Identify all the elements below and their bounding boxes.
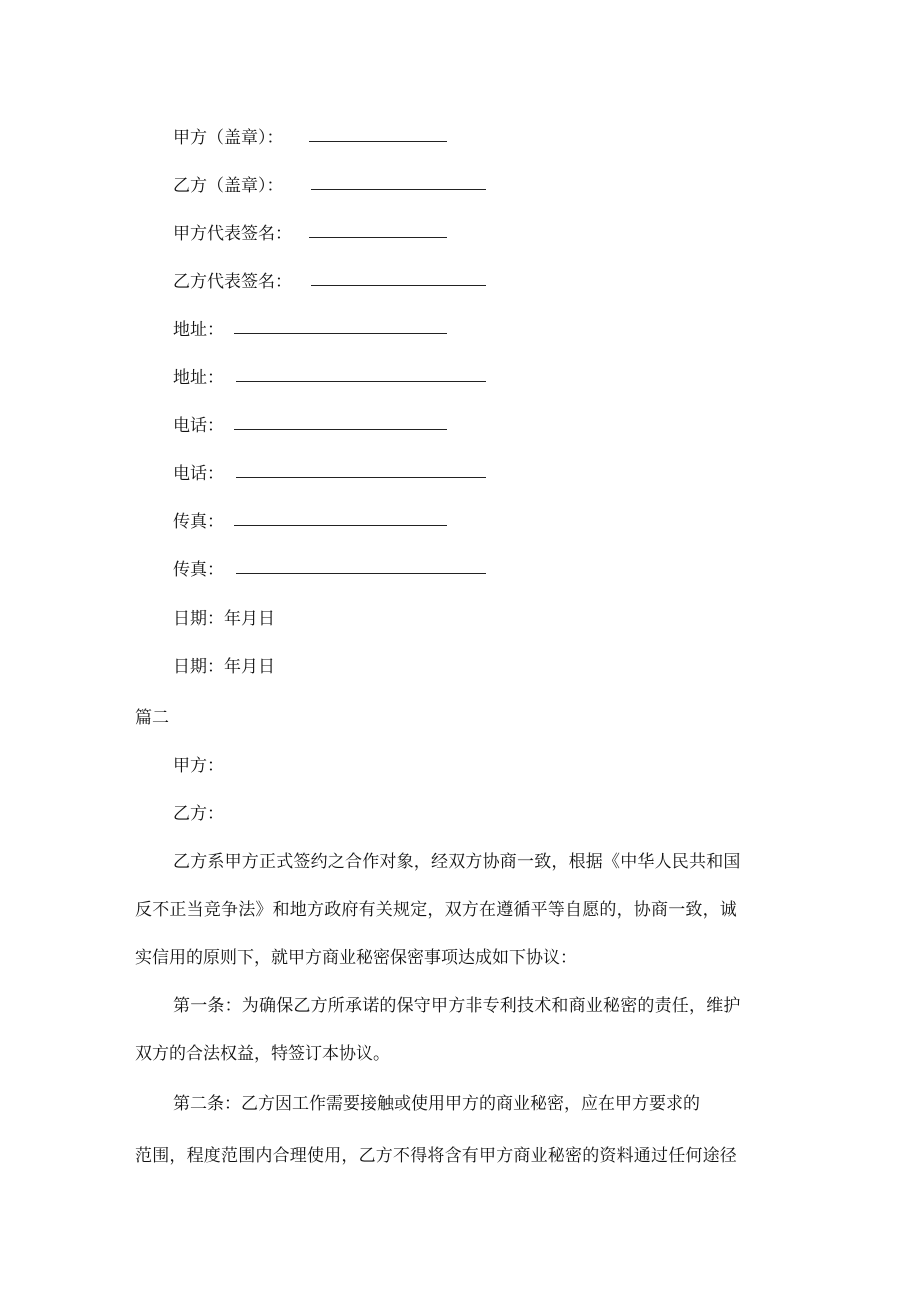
party-a-fax-field: [173, 507, 224, 531]
paragraph-line: 范围，程度范围内合理使用，乙方不得将含有甲方商业秘密的资料通过任何途径: [135, 1146, 737, 1166]
field-label: 电话：: [173, 415, 224, 436]
party-b-date-field: [173, 652, 275, 676]
party-b-label: 乙方：: [173, 804, 224, 824]
field-label: 电话：: [173, 463, 224, 484]
party-b-seal-field: [173, 171, 284, 195]
party-b-seal-blank: [311, 189, 486, 190]
paragraph-line: 反不正当竞争法》和地方政府有关规定，双方在遵循平等自愿的，协商一致，诚: [135, 900, 737, 920]
party-b-phone-blank: [236, 477, 486, 478]
section-heading: 篇二: [135, 708, 169, 728]
party-a-address-field: [173, 315, 224, 339]
field-label: 日期：年月日: [173, 656, 275, 677]
party-a-address-blank: [234, 333, 447, 334]
party-b-rep-signature-field: [173, 267, 292, 291]
field-label: 日期：年月日: [173, 608, 275, 629]
paragraph-line: 第二条：乙方因工作需要接触或使用甲方的商业秘密，应在甲方要求的: [173, 1094, 700, 1114]
paragraph-line: 双方的合法权益，特签订本协议。: [135, 1044, 390, 1064]
party-a-phone-field: [173, 411, 224, 435]
party-b-phone-field: [173, 459, 224, 483]
party-b-address-blank: [236, 381, 486, 382]
party-b-fax-blank: [236, 573, 486, 574]
party-b-rep-signature-blank: [311, 285, 486, 286]
paragraph-line: 乙方系甲方正式签约之合作对象，经双方协商一致，根据《中华人民共和国: [173, 852, 741, 872]
paragraph-line: 第一条：为确保乙方所承诺的保守甲方非专利技术和商业秘密的责任，维护: [173, 996, 741, 1016]
paragraph-line: 实信用的原则下，就甲方商业秘密保密事项达成如下协议：: [135, 948, 577, 968]
party-a-label: 甲方：: [173, 756, 224, 776]
party-b-address-field: [173, 363, 224, 387]
field-label: 甲方代表签名：: [173, 223, 292, 244]
field-label: 传真：: [173, 559, 224, 580]
field-label: 地址：: [173, 319, 224, 340]
party-a-fax-blank: [234, 525, 447, 526]
party-a-phone-blank: [234, 429, 447, 430]
party-a-seal-field: [173, 123, 284, 147]
party-a-rep-signature-blank: [309, 237, 447, 238]
party-a-date-field: [173, 604, 275, 628]
field-label: 乙方代表签名：: [173, 271, 292, 292]
field-label: 乙方（盖章）：: [173, 175, 284, 196]
field-label: 地址：: [173, 367, 224, 388]
party-b-fax-field: [173, 555, 224, 579]
field-label: 传真：: [173, 511, 224, 532]
field-label: 甲方（盖章）：: [173, 127, 284, 148]
party-a-rep-signature-field: [173, 219, 292, 243]
party-a-seal-blank: [309, 141, 447, 142]
